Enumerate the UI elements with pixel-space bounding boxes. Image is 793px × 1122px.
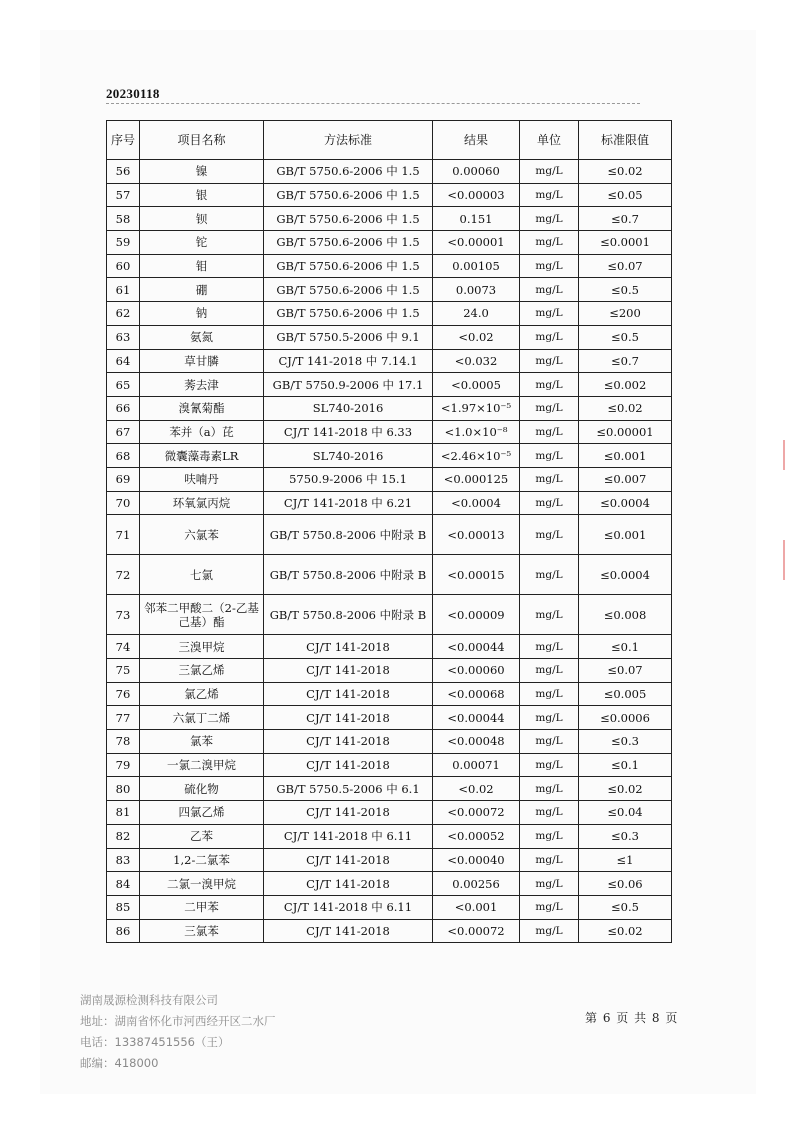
cell-no: 84 bbox=[107, 872, 140, 896]
cell-method: GB/T 5750.8-2006 中附录 B bbox=[264, 555, 433, 595]
cell-limit: ≤0.008 bbox=[579, 595, 672, 635]
table-row bbox=[107, 555, 672, 595]
cell-no: 69 bbox=[107, 467, 140, 491]
table-row bbox=[107, 467, 672, 491]
cell-unit: mg/L bbox=[520, 635, 579, 659]
cell-limit: ≤0.0006 bbox=[579, 706, 672, 730]
cell-result: 0.00105 bbox=[433, 254, 520, 278]
cell-no: 59 bbox=[107, 231, 140, 255]
cell-unit: mg/L bbox=[520, 183, 579, 207]
cell-method: CJ/T 141-2018 bbox=[264, 919, 433, 943]
table-row bbox=[107, 682, 672, 706]
cell-item: 草甘膦 bbox=[140, 349, 264, 373]
cell-item: 二氯一溴甲烷 bbox=[140, 872, 264, 896]
table-row bbox=[107, 659, 672, 683]
scan-edge-mark bbox=[783, 440, 785, 470]
cell-result: <0.0005 bbox=[433, 373, 520, 397]
cell-result: <0.0004 bbox=[433, 491, 520, 515]
cell-limit: ≤0.02 bbox=[579, 777, 672, 801]
cell-method: GB/T 5750.6-2006 中 1.5 bbox=[264, 183, 433, 207]
header-no: 序号 bbox=[107, 121, 140, 160]
cell-item: 六氯丁二烯 bbox=[140, 706, 264, 730]
cell-method: CJ/T 141-2018 bbox=[264, 848, 433, 872]
cell-result: <1.97×10⁻⁵ bbox=[433, 396, 520, 420]
cell-item: 氯乙烯 bbox=[140, 682, 264, 706]
cell-result: <0.00044 bbox=[433, 635, 520, 659]
cell-result: <0.000125 bbox=[433, 467, 520, 491]
table-row bbox=[107, 730, 672, 754]
table-row bbox=[107, 895, 672, 919]
cell-item: 七氯 bbox=[140, 555, 264, 595]
cell-result: 24.0 bbox=[433, 302, 520, 326]
cell-no: 65 bbox=[107, 373, 140, 397]
cell-item: 三氯苯 bbox=[140, 919, 264, 943]
cell-item: 镍 bbox=[140, 160, 264, 184]
table-row bbox=[107, 753, 672, 777]
cell-method: CJ/T 141-2018 中 6.33 bbox=[264, 420, 433, 444]
cell-item: 乙苯 bbox=[140, 824, 264, 848]
cell-limit: ≤0.3 bbox=[579, 824, 672, 848]
cell-no: 57 bbox=[107, 183, 140, 207]
cell-method: GB/T 5750.8-2006 中附录 B bbox=[264, 515, 433, 555]
cell-item: 三溴甲烷 bbox=[140, 635, 264, 659]
cell-item: 二甲苯 bbox=[140, 895, 264, 919]
cell-item: 呋喃丹 bbox=[140, 467, 264, 491]
cell-item: 1,2-二氯苯 bbox=[140, 848, 264, 872]
header-unit: 单位 bbox=[520, 121, 579, 160]
cell-unit: mg/L bbox=[520, 753, 579, 777]
cell-item: 氯苯 bbox=[140, 730, 264, 754]
cell-no: 60 bbox=[107, 254, 140, 278]
table-row bbox=[107, 254, 672, 278]
cell-limit: ≤0.0004 bbox=[579, 491, 672, 515]
cell-method: GB/T 5750.6-2006 中 1.5 bbox=[264, 254, 433, 278]
cell-item: 钼 bbox=[140, 254, 264, 278]
cell-result: <0.02 bbox=[433, 777, 520, 801]
cell-item: 硼 bbox=[140, 278, 264, 302]
table-row bbox=[107, 302, 672, 326]
cell-unit: mg/L bbox=[520, 824, 579, 848]
cell-no: 72 bbox=[107, 555, 140, 595]
cell-method: CJ/T 141-2018 bbox=[264, 635, 433, 659]
cell-result: <0.00052 bbox=[433, 824, 520, 848]
cell-no: 64 bbox=[107, 349, 140, 373]
cell-unit: mg/L bbox=[520, 325, 579, 349]
cell-limit: ≤0.7 bbox=[579, 349, 672, 373]
cell-limit: ≤0.07 bbox=[579, 254, 672, 278]
cell-limit: ≤0.1 bbox=[579, 635, 672, 659]
cell-unit: mg/L bbox=[520, 444, 579, 468]
cell-limit: ≤0.005 bbox=[579, 682, 672, 706]
table-header-row bbox=[107, 121, 672, 160]
cell-result: <0.00072 bbox=[433, 919, 520, 943]
cell-unit: mg/L bbox=[520, 491, 579, 515]
cell-item: 硫化物 bbox=[140, 777, 264, 801]
cell-unit: mg/L bbox=[520, 682, 579, 706]
cell-item: 微囊藻毒素LR bbox=[140, 444, 264, 468]
cell-item: 六氯苯 bbox=[140, 515, 264, 555]
cell-item: 一氯二溴甲烷 bbox=[140, 753, 264, 777]
cell-unit: mg/L bbox=[520, 555, 579, 595]
table-row bbox=[107, 420, 672, 444]
cell-limit: ≤0.002 bbox=[579, 373, 672, 397]
cell-result: <0.00072 bbox=[433, 801, 520, 825]
cell-limit: ≤0.1 bbox=[579, 753, 672, 777]
cell-method: GB/T 5750.6-2006 中 1.5 bbox=[264, 160, 433, 184]
cell-no: 75 bbox=[107, 659, 140, 683]
table-row bbox=[107, 444, 672, 468]
cell-item: 苯并（a）芘 bbox=[140, 420, 264, 444]
cell-unit: mg/L bbox=[520, 595, 579, 635]
cell-limit: ≤0.7 bbox=[579, 207, 672, 231]
cell-method: GB/T 5750.9-2006 中 17.1 bbox=[264, 373, 433, 397]
cell-result: <0.00060 bbox=[433, 659, 520, 683]
cell-unit: mg/L bbox=[520, 801, 579, 825]
cell-result: <0.00009 bbox=[433, 595, 520, 635]
table-row bbox=[107, 801, 672, 825]
cell-result: <0.02 bbox=[433, 325, 520, 349]
cell-no: 71 bbox=[107, 515, 140, 555]
cell-item: 莠去津 bbox=[140, 373, 264, 397]
cell-no: 61 bbox=[107, 278, 140, 302]
cell-limit: ≤0.02 bbox=[579, 919, 672, 943]
cell-item: 钠 bbox=[140, 302, 264, 326]
cell-no: 81 bbox=[107, 801, 140, 825]
cell-limit: ≤1 bbox=[579, 848, 672, 872]
cell-method: CJ/T 141-2018 bbox=[264, 682, 433, 706]
table-row bbox=[107, 824, 672, 848]
cell-result: <0.00048 bbox=[433, 730, 520, 754]
cell-method: CJ/T 141-2018 中 6.11 bbox=[264, 824, 433, 848]
table-row bbox=[107, 373, 672, 397]
footer-contact bbox=[80, 990, 276, 1074]
table-row bbox=[107, 777, 672, 801]
cell-unit: mg/L bbox=[520, 659, 579, 683]
cell-limit: ≤0.0001 bbox=[579, 231, 672, 255]
table-row bbox=[107, 325, 672, 349]
cell-unit: mg/L bbox=[520, 515, 579, 555]
cell-result: <0.00068 bbox=[433, 682, 520, 706]
table-row bbox=[107, 872, 672, 896]
cell-method: CJ/T 141-2018 中 6.11 bbox=[264, 895, 433, 919]
cell-result: <0.00044 bbox=[433, 706, 520, 730]
cell-method: GB/T 5750.6-2006 中 1.5 bbox=[264, 231, 433, 255]
cell-limit: ≤0.0004 bbox=[579, 555, 672, 595]
cell-result: <0.032 bbox=[433, 349, 520, 373]
cell-result: 0.0073 bbox=[433, 278, 520, 302]
cell-limit: ≤0.06 bbox=[579, 872, 672, 896]
cell-limit: ≤0.5 bbox=[579, 895, 672, 919]
cell-unit: mg/L bbox=[520, 231, 579, 255]
cell-method: GB/T 5750.8-2006 中附录 B bbox=[264, 595, 433, 635]
cell-limit: ≤0.02 bbox=[579, 160, 672, 184]
footer-company: 湖南晟源检测科技有限公司 bbox=[80, 993, 218, 1007]
table-row bbox=[107, 396, 672, 420]
cell-no: 82 bbox=[107, 824, 140, 848]
cell-no: 80 bbox=[107, 777, 140, 801]
cell-limit: ≤0.007 bbox=[579, 467, 672, 491]
cell-no: 77 bbox=[107, 706, 140, 730]
table-row bbox=[107, 183, 672, 207]
cell-no: 62 bbox=[107, 302, 140, 326]
cell-method: SL740-2016 bbox=[264, 444, 433, 468]
cell-no: 73 bbox=[107, 595, 140, 635]
cell-no: 68 bbox=[107, 444, 140, 468]
table-row bbox=[107, 278, 672, 302]
cell-method: GB/T 5750.5-2006 中 9.1 bbox=[264, 325, 433, 349]
cell-limit: ≤0.001 bbox=[579, 444, 672, 468]
cell-unit: mg/L bbox=[520, 349, 579, 373]
cell-unit: mg/L bbox=[520, 919, 579, 943]
cell-unit: mg/L bbox=[520, 278, 579, 302]
cell-item: 邻苯二甲酸二（2-乙基己基）酯 bbox=[140, 595, 264, 635]
cell-result: <0.00015 bbox=[433, 555, 520, 595]
cell-limit: ≤0.02 bbox=[579, 396, 672, 420]
cell-unit: mg/L bbox=[520, 207, 579, 231]
cell-unit: mg/L bbox=[520, 706, 579, 730]
cell-no: 66 bbox=[107, 396, 140, 420]
cell-method: CJ/T 141-2018 bbox=[264, 706, 433, 730]
cell-item: 氨氮 bbox=[140, 325, 264, 349]
cell-no: 58 bbox=[107, 207, 140, 231]
cell-method: SL740-2016 bbox=[264, 396, 433, 420]
cell-result: <0.00040 bbox=[433, 848, 520, 872]
header-result: 结果 bbox=[433, 121, 520, 160]
cell-method: CJ/T 141-2018 中 6.21 bbox=[264, 491, 433, 515]
cell-item: 银 bbox=[140, 183, 264, 207]
table-row bbox=[107, 635, 672, 659]
cell-limit: ≤200 bbox=[579, 302, 672, 326]
cell-unit: mg/L bbox=[520, 373, 579, 397]
table-row bbox=[107, 848, 672, 872]
footer-postcode: 邮编：418000 bbox=[80, 1056, 159, 1070]
cell-unit: mg/L bbox=[520, 872, 579, 896]
cell-unit: mg/L bbox=[520, 730, 579, 754]
cell-limit: ≤0.5 bbox=[579, 278, 672, 302]
table-row bbox=[107, 207, 672, 231]
cell-limit: ≤0.04 bbox=[579, 801, 672, 825]
cell-result: 0.00256 bbox=[433, 872, 520, 896]
cell-limit: ≤0.3 bbox=[579, 730, 672, 754]
cell-unit: mg/L bbox=[520, 467, 579, 491]
table-row bbox=[107, 491, 672, 515]
cell-no: 63 bbox=[107, 325, 140, 349]
footer-phone: 电话：13387451556（王） bbox=[80, 1035, 230, 1049]
cell-method: CJ/T 141-2018 bbox=[264, 872, 433, 896]
cell-method: GB/T 5750.6-2006 中 1.5 bbox=[264, 207, 433, 231]
cell-unit: mg/L bbox=[520, 420, 579, 444]
table-row bbox=[107, 515, 672, 555]
cell-item: 四氯乙烯 bbox=[140, 801, 264, 825]
table-row bbox=[107, 706, 672, 730]
results-table bbox=[106, 120, 672, 943]
table-row bbox=[107, 231, 672, 255]
cell-unit: mg/L bbox=[520, 396, 579, 420]
header-method: 方法标准 bbox=[264, 121, 433, 160]
cell-unit: mg/L bbox=[520, 160, 579, 184]
footer-address: 地址：湖南省怀化市河西经开区二水厂 bbox=[80, 1014, 276, 1028]
cell-no: 79 bbox=[107, 753, 140, 777]
cell-method: CJ/T 141-2018 中 7.14.1 bbox=[264, 349, 433, 373]
cell-method: 5750.9-2006 中 15.1 bbox=[264, 467, 433, 491]
cell-method: CJ/T 141-2018 bbox=[264, 753, 433, 777]
table-row bbox=[107, 349, 672, 373]
scan-edge-mark bbox=[783, 540, 785, 580]
cell-limit: ≤0.001 bbox=[579, 515, 672, 555]
cell-result: <0.001 bbox=[433, 895, 520, 919]
cell-no: 78 bbox=[107, 730, 140, 754]
cell-result: <0.00013 bbox=[433, 515, 520, 555]
table-row bbox=[107, 919, 672, 943]
cell-result: 0.00071 bbox=[433, 753, 520, 777]
cell-result: <2.46×10⁻⁵ bbox=[433, 444, 520, 468]
table-row bbox=[107, 595, 672, 635]
cell-method: GB/T 5750.5-2006 中 6.1 bbox=[264, 777, 433, 801]
cell-no: 67 bbox=[107, 420, 140, 444]
header-divider bbox=[106, 103, 640, 104]
cell-limit: ≤0.5 bbox=[579, 325, 672, 349]
cell-result: <1.0×10⁻⁸ bbox=[433, 420, 520, 444]
page-indicator: 第 6 页 共 8 页 bbox=[585, 1011, 679, 1025]
cell-item: 溴氰菊酯 bbox=[140, 396, 264, 420]
cell-method: CJ/T 141-2018 bbox=[264, 659, 433, 683]
cell-unit: mg/L bbox=[520, 895, 579, 919]
header-item: 项目名称 bbox=[140, 121, 264, 160]
document-code: 20230118 bbox=[106, 86, 160, 101]
cell-item: 三氯乙烯 bbox=[140, 659, 264, 683]
cell-result: <0.00003 bbox=[433, 183, 520, 207]
cell-result: 0.151 bbox=[433, 207, 520, 231]
header-limit: 标准限值 bbox=[579, 121, 672, 160]
cell-method: CJ/T 141-2018 bbox=[264, 730, 433, 754]
cell-no: 70 bbox=[107, 491, 140, 515]
cell-item: 铊 bbox=[140, 231, 264, 255]
cell-unit: mg/L bbox=[520, 302, 579, 326]
cell-no: 85 bbox=[107, 895, 140, 919]
cell-no: 86 bbox=[107, 919, 140, 943]
cell-item: 环氧氯丙烷 bbox=[140, 491, 264, 515]
cell-unit: mg/L bbox=[520, 848, 579, 872]
cell-result: <0.00001 bbox=[433, 231, 520, 255]
cell-unit: mg/L bbox=[520, 777, 579, 801]
cell-no: 74 bbox=[107, 635, 140, 659]
cell-no: 83 bbox=[107, 848, 140, 872]
cell-result: 0.00060 bbox=[433, 160, 520, 184]
cell-no: 76 bbox=[107, 682, 140, 706]
cell-item: 钡 bbox=[140, 207, 264, 231]
table-row bbox=[107, 160, 672, 184]
cell-method: CJ/T 141-2018 bbox=[264, 801, 433, 825]
cell-limit: ≤0.00001 bbox=[579, 420, 672, 444]
cell-limit: ≤0.05 bbox=[579, 183, 672, 207]
cell-method: GB/T 5750.6-2006 中 1.5 bbox=[264, 278, 433, 302]
cell-limit: ≤0.07 bbox=[579, 659, 672, 683]
cell-unit: mg/L bbox=[520, 254, 579, 278]
cell-method: GB/T 5750.6-2006 中 1.5 bbox=[264, 302, 433, 326]
cell-no: 56 bbox=[107, 160, 140, 184]
